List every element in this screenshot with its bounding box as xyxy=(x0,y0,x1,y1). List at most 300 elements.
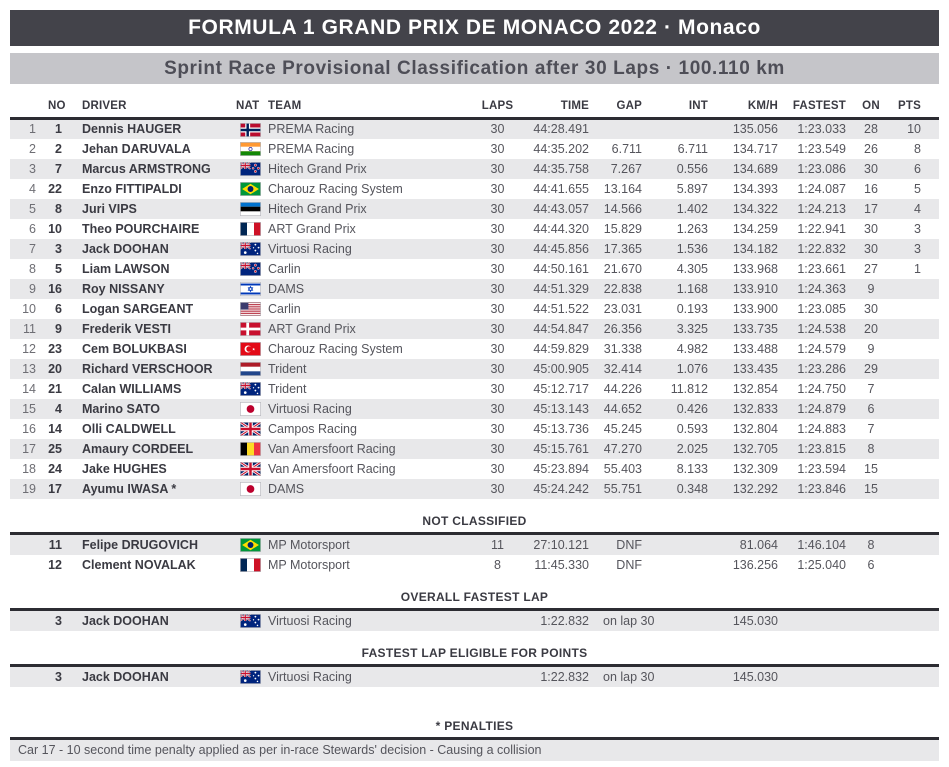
cell-on: 27 xyxy=(864,261,878,276)
cell-kmh: 132.292 xyxy=(732,481,778,496)
cell-no: 11 xyxy=(48,537,62,552)
fastest-lap-points-heading: FASTEST LAP ELIGIBLE FOR POINTS xyxy=(10,644,939,667)
cell-pts: 10 xyxy=(907,122,921,137)
cell-no: 3 xyxy=(55,613,62,628)
table-row xyxy=(10,259,939,279)
table-row xyxy=(10,555,939,575)
cell-no: 14 xyxy=(48,421,62,436)
column-header-nat: NAT xyxy=(236,96,264,119)
flag-nzl-icon xyxy=(240,262,261,276)
cell-laps: 30 xyxy=(490,161,505,176)
cell-pos xyxy=(10,535,42,555)
cell-int xyxy=(648,535,714,555)
cell-pts xyxy=(890,279,939,299)
cell-team: Hitech Grand Prix xyxy=(268,201,367,216)
flag-fra-icon xyxy=(240,558,261,572)
cell-gap: 44.652 xyxy=(603,401,642,416)
cell-on: 30 xyxy=(864,301,878,316)
cell-gap: DNF xyxy=(616,537,642,552)
flag-fra-icon xyxy=(240,222,261,236)
cell-team: Charouz Racing System xyxy=(268,341,403,356)
cell-fastest: 1:23.286 xyxy=(797,361,846,376)
cell-laps: 30 xyxy=(490,141,505,156)
cell-pts xyxy=(890,439,939,459)
cell-team: PREMA Racing xyxy=(268,141,355,156)
cell-on: 6 xyxy=(867,557,875,572)
cell-int: 1.536 xyxy=(676,241,708,256)
cell-pos: 7 xyxy=(29,241,36,256)
column-header-driver: DRIVER xyxy=(68,96,236,119)
classification-rows xyxy=(10,119,939,499)
cell-team: Carlin xyxy=(268,261,301,276)
cell-no: 4 xyxy=(55,401,62,416)
cell-laps: 30 xyxy=(490,401,505,416)
cell-laps: 30 xyxy=(490,122,505,137)
cell-fastest: 1:24.538 xyxy=(797,321,846,336)
cell-time: 45:12.717 xyxy=(533,381,589,396)
cell-pos xyxy=(10,555,42,575)
flag-jpn-icon xyxy=(240,482,261,496)
cell-driver: Jehan DARUVALA xyxy=(82,141,191,156)
cell-no: 12 xyxy=(48,557,62,572)
cell-fastest: 1:23.033 xyxy=(797,122,846,137)
cell-kmh: 133.488 xyxy=(732,341,778,356)
cell-no: 22 xyxy=(48,181,62,196)
nat-flag-cell xyxy=(236,359,264,379)
table-row xyxy=(10,611,939,631)
cell-laps: 30 xyxy=(490,221,505,236)
table-header-row xyxy=(10,96,939,119)
cell-laps: 30 xyxy=(490,321,505,336)
cell-laps: 30 xyxy=(490,181,505,196)
cell-on xyxy=(852,667,890,687)
column-header-fastest: FASTEST xyxy=(784,96,852,119)
cell-driver: Ayumu IWASA * xyxy=(82,481,177,496)
cell-int: 0.193 xyxy=(676,301,708,316)
cell-on: 7 xyxy=(867,381,875,396)
cell-no: 3 xyxy=(55,669,62,684)
nat-flag-cell xyxy=(236,667,264,687)
cell-time: 45:00.905 xyxy=(533,361,589,376)
column-header-gap: GAP xyxy=(595,96,648,119)
flag-den-icon xyxy=(240,322,261,336)
flag-usa-icon xyxy=(240,302,261,316)
cell-int xyxy=(648,555,714,575)
cell-on: 20 xyxy=(864,321,878,336)
cell-driver: Olli CALDWELL xyxy=(82,421,176,436)
cell-pos: 1 xyxy=(29,122,36,137)
cell-int: 3.325 xyxy=(676,321,708,336)
flag-bel-icon xyxy=(240,442,261,456)
flag-ind-icon xyxy=(240,142,261,156)
cell-pts xyxy=(890,399,939,419)
cell-pts: 1 xyxy=(914,261,921,276)
cell-time: 1:22.832 xyxy=(540,613,589,628)
cell-pos: 18 xyxy=(22,461,36,476)
cell-int: 5.897 xyxy=(676,181,708,196)
cell-laps: 30 xyxy=(490,361,505,376)
cell-gap: 47.270 xyxy=(603,441,642,456)
flag-ned-icon xyxy=(240,362,261,376)
cell-pos: 9 xyxy=(29,281,36,296)
cell-pos: 17 xyxy=(22,441,36,456)
table-row xyxy=(10,219,939,239)
cell-int: 6.711 xyxy=(677,141,708,156)
cell-int xyxy=(648,119,714,139)
cell-time: 44:50.161 xyxy=(533,261,589,276)
cell-team: ART Grand Prix xyxy=(268,321,356,336)
nat-flag-cell xyxy=(236,399,264,419)
overall-fastest-lap-table xyxy=(10,611,939,631)
cell-gap: 32.414 xyxy=(603,361,642,376)
nat-flag-cell xyxy=(236,299,264,319)
not-classified-rows xyxy=(10,535,939,575)
cell-int: 0.348 xyxy=(676,481,708,496)
table-row xyxy=(10,359,939,379)
cell-pts xyxy=(890,299,939,319)
cell-on: 6 xyxy=(867,401,875,416)
cell-no: 9 xyxy=(55,321,62,336)
nat-flag-cell xyxy=(236,219,264,239)
cell-on: 30 xyxy=(864,161,878,176)
cell-pos: 2 xyxy=(29,141,36,156)
table-row xyxy=(10,239,939,259)
cell-fastest: 1:24.087 xyxy=(797,181,846,196)
cell-pos: 12 xyxy=(22,341,36,356)
cell-on: 9 xyxy=(867,281,875,296)
nat-flag-cell xyxy=(236,179,264,199)
cell-no: 25 xyxy=(48,441,62,456)
cell-team: DAMS xyxy=(268,281,305,296)
cell-on xyxy=(852,611,890,631)
cell-int: 4.982 xyxy=(676,341,708,356)
cell-on: 7 xyxy=(867,421,875,436)
cell-pts: 5 xyxy=(914,181,921,196)
penalty-note: Car 17 - 10 second time penalty applied as per in-race Stewards' decision - Causing a collision xyxy=(10,740,939,761)
cell-laps xyxy=(475,611,520,631)
cell-driver: Amaury CORDEEL xyxy=(82,441,194,456)
cell-fastest: 1:23.594 xyxy=(797,461,846,476)
cell-driver: Jack DOOHAN xyxy=(82,669,169,684)
cell-on: 28 xyxy=(864,122,878,137)
cell-int: 1.402 xyxy=(676,201,708,216)
column-header-pos xyxy=(10,96,42,119)
cell-laps: 30 xyxy=(490,481,505,496)
cell-driver: Juri VIPS xyxy=(82,201,137,216)
cell-time: 45:13.736 xyxy=(533,421,589,436)
cell-fastest: 1:23.085 xyxy=(797,301,846,316)
flag-gbr-icon xyxy=(240,462,261,476)
cell-int: 4.305 xyxy=(676,261,708,276)
cell-driver: Marino SATO xyxy=(82,401,161,416)
column-header-on: ON xyxy=(852,96,890,119)
flag-gbr-icon xyxy=(240,422,261,436)
cell-driver: Logan SARGEANT xyxy=(82,301,194,316)
cell-team: ART Grand Prix xyxy=(268,221,356,236)
cell-time: 44:51.329 xyxy=(533,281,589,296)
flag-isr-icon xyxy=(240,282,261,296)
column-header-int: INT xyxy=(648,96,714,119)
cell-laps: 30 xyxy=(490,381,505,396)
cell-on: 16 xyxy=(864,181,878,196)
classification-table xyxy=(10,96,939,499)
cell-fastest: 1:24.213 xyxy=(797,201,846,216)
cell-gap: 55.403 xyxy=(603,461,642,476)
overall-fastest-lap-heading: OVERALL FASTEST LAP xyxy=(10,588,939,611)
cell-on: 30 xyxy=(864,221,878,236)
cell-kmh: 145.030 xyxy=(732,669,778,684)
flag-jpn-icon xyxy=(240,402,261,416)
cell-kmh: 136.256 xyxy=(732,557,778,572)
cell-int: 2.025 xyxy=(676,441,708,456)
cell-kmh: 145.030 xyxy=(732,613,778,628)
cell-kmh: 134.322 xyxy=(732,201,778,216)
cell-kmh: 132.705 xyxy=(732,441,778,456)
cell-driver: Frederik VESTI xyxy=(82,321,171,336)
cell-pts xyxy=(890,667,939,687)
cell-pts xyxy=(890,359,939,379)
nat-flag-cell xyxy=(236,139,264,159)
cell-time: 45:15.761 xyxy=(533,441,589,456)
table-row xyxy=(10,479,939,499)
cell-time: 44:45.856 xyxy=(533,241,589,256)
cell-driver: Enzo FITTIPALDI xyxy=(82,181,182,196)
not-classified-heading: NOT CLASSIFIED xyxy=(10,512,939,535)
cell-gap: DNF xyxy=(616,557,642,572)
cell-team: Van Amersfoort Racing xyxy=(268,461,396,476)
cell-no: 20 xyxy=(48,361,62,376)
cell-driver: Felipe DRUGOVICH xyxy=(82,537,198,552)
cell-team: Charouz Racing System xyxy=(268,181,403,196)
nat-flag-cell xyxy=(236,535,264,555)
table-row xyxy=(10,399,939,419)
cell-kmh: 135.056 xyxy=(732,122,778,137)
cell-int: 1.168 xyxy=(676,281,708,296)
cell-pts xyxy=(890,479,939,499)
cell-on: 8 xyxy=(867,537,875,552)
cell-int: 8.133 xyxy=(676,461,708,476)
cell-time: 1:22.832 xyxy=(540,669,589,684)
cell-fastest: 1:23.661 xyxy=(797,261,846,276)
cell-fastest: 1:23.846 xyxy=(797,481,846,496)
nat-flag-cell xyxy=(236,379,264,399)
table-row xyxy=(10,159,939,179)
cell-pos: 5 xyxy=(29,201,36,216)
cell-laps: 30 xyxy=(490,301,505,316)
event-title: FORMULA 1 GRAND PRIX DE MONACO 2022 · Monaco xyxy=(10,10,939,46)
cell-laps: 11 xyxy=(491,537,504,552)
cell-pos: 16 xyxy=(22,421,36,436)
cell-int: 0.593 xyxy=(676,421,708,436)
cell-kmh: 132.854 xyxy=(732,381,778,396)
cell-no: 8 xyxy=(55,201,62,216)
cell-no: 5 xyxy=(55,261,62,276)
column-header-no: NO xyxy=(42,96,68,119)
table-row xyxy=(10,279,939,299)
cell-int: 0.426 xyxy=(676,401,708,416)
cell-no: 1 xyxy=(55,122,62,137)
table-row xyxy=(10,179,939,199)
column-header-team: TEAM xyxy=(264,96,475,119)
cell-pts xyxy=(890,611,939,631)
fastest-lap-points-rows xyxy=(10,667,939,687)
cell-pts: 3 xyxy=(914,221,921,236)
cell-driver: Jack DOOHAN xyxy=(82,241,169,256)
nat-flag-cell xyxy=(236,479,264,499)
cell-kmh: 81.064 xyxy=(739,537,778,552)
cell-laps: 30 xyxy=(490,241,505,256)
cell-on: 26 xyxy=(864,141,878,156)
cell-int: 1.263 xyxy=(676,221,708,236)
table-row xyxy=(10,459,939,479)
cell-fastest: 1:23.549 xyxy=(797,141,846,156)
cell-pos: 8 xyxy=(29,261,36,276)
cell-laps: 30 xyxy=(490,461,505,476)
cell-no: 24 xyxy=(48,461,62,476)
fastest-lap-points-table xyxy=(10,667,939,687)
flag-bra-icon xyxy=(240,182,261,196)
cell-time: 44:59.829 xyxy=(533,341,589,356)
cell-pts: 3 xyxy=(914,241,921,256)
flag-nzl-icon xyxy=(240,162,261,176)
cell-pts xyxy=(890,535,939,555)
cell-team: Trident xyxy=(268,381,307,396)
cell-time: 44:35.202 xyxy=(533,141,589,156)
cell-fastest: 1:46.104 xyxy=(797,537,846,552)
cell-gap: 22.838 xyxy=(603,281,642,296)
cell-pos: 3 xyxy=(29,161,36,176)
cell-kmh: 133.735 xyxy=(732,321,778,336)
cell-team: PREMA Racing xyxy=(268,122,355,137)
cell-int: 1.076 xyxy=(676,361,708,376)
column-header-time: TIME xyxy=(520,96,595,119)
nat-flag-cell xyxy=(236,459,264,479)
cell-time: 44:35.758 xyxy=(533,161,589,176)
cell-on: 8 xyxy=(867,441,875,456)
flag-est-icon xyxy=(240,202,261,216)
cell-fastest: 1:22.941 xyxy=(797,221,846,236)
cell-pts xyxy=(890,555,939,575)
cell-gap: 15.829 xyxy=(603,221,642,236)
flag-aus-icon xyxy=(240,382,261,396)
nat-flag-cell xyxy=(236,339,264,359)
cell-driver: Dennis HAUGER xyxy=(82,122,182,137)
cell-team: Campos Racing xyxy=(268,421,357,436)
cell-on: 9 xyxy=(867,341,875,356)
cell-pos: 11 xyxy=(23,321,36,336)
table-row xyxy=(10,535,939,555)
cell-gap: 31.338 xyxy=(603,341,642,356)
cell-kmh: 132.309 xyxy=(732,461,778,476)
table-row xyxy=(10,319,939,339)
cell-pts xyxy=(890,419,939,439)
column-header-kmh: KM/H xyxy=(714,96,784,119)
cell-fastest: 1:24.879 xyxy=(797,401,846,416)
cell-gap: 44.226 xyxy=(603,381,642,396)
cell-kmh: 134.259 xyxy=(732,221,778,236)
cell-team: Virtuosi Racing xyxy=(268,613,352,628)
cell-kmh: 133.435 xyxy=(732,361,778,376)
cell-no: 2 xyxy=(55,141,62,156)
cell-fastest: 1:24.883 xyxy=(797,421,846,436)
table-row xyxy=(10,439,939,459)
cell-time: 44:44.320 xyxy=(533,221,589,236)
cell-gap: 45.245 xyxy=(603,421,642,436)
cell-kmh: 134.182 xyxy=(732,241,778,256)
nat-flag-cell xyxy=(236,159,264,179)
cell-driver: Jack DOOHAN xyxy=(82,613,169,628)
session-subtitle: Sprint Race Provisional Classification after 30 Laps · 100.110 km xyxy=(10,53,939,84)
cell-laps: 30 xyxy=(490,441,505,456)
overall-fastest-lap-rows xyxy=(10,611,939,631)
cell-driver: Richard VERSCHOOR xyxy=(82,361,213,376)
cell-fastest: 1:23.086 xyxy=(797,161,846,176)
cell-laps: 30 xyxy=(490,281,505,296)
cell-time: 45:23.894 xyxy=(533,461,589,476)
nat-flag-cell xyxy=(236,239,264,259)
cell-fastest xyxy=(784,667,852,687)
cell-team: Carlin xyxy=(268,301,301,316)
cell-on: 15 xyxy=(864,481,878,496)
cell-gap: 55.751 xyxy=(603,481,642,496)
cell-gap: 17.365 xyxy=(603,241,642,256)
table-row xyxy=(10,139,939,159)
cell-pts: 4 xyxy=(914,201,921,216)
table-row xyxy=(10,419,939,439)
cell-gap: 6.711 xyxy=(611,141,642,156)
cell-pts: 8 xyxy=(914,141,921,156)
cell-on: 15 xyxy=(864,461,878,476)
table-row xyxy=(10,379,939,399)
flag-tur-icon xyxy=(240,342,261,356)
cell-team: Virtuosi Racing xyxy=(268,241,352,256)
cell-kmh: 133.968 xyxy=(732,261,778,276)
cell-time: 11:45.330 xyxy=(534,557,589,572)
cell-pos: 19 xyxy=(22,481,36,496)
cell-team: Hitech Grand Prix xyxy=(268,161,367,176)
fastest-lap-on-lap: on lap 30 xyxy=(603,613,655,628)
cell-kmh: 134.689 xyxy=(732,161,778,176)
cell-team: Van Amersfoort Racing xyxy=(268,441,396,456)
cell-time: 44:54.847 xyxy=(533,321,589,336)
cell-driver: Cem BOLUKBASI xyxy=(82,341,187,356)
nat-flag-cell xyxy=(236,119,264,139)
cell-team: Virtuosi Racing xyxy=(268,669,352,684)
cell-int: 0.556 xyxy=(676,161,708,176)
cell-pts xyxy=(890,339,939,359)
cell-time: 45:13.143 xyxy=(533,401,589,416)
cell-laps: 30 xyxy=(490,201,505,216)
cell-fastest: 1:24.750 xyxy=(797,381,846,396)
nat-flag-cell xyxy=(236,419,264,439)
cell-fastest: 1:24.363 xyxy=(797,281,846,296)
cell-on: 17 xyxy=(864,201,878,216)
penalties-heading: * PENALTIES xyxy=(10,717,939,740)
table-row xyxy=(10,119,939,139)
cell-pos: 6 xyxy=(29,221,36,236)
cell-gap: 23.031 xyxy=(603,301,642,316)
nat-flag-cell xyxy=(236,279,264,299)
not-classified-table xyxy=(10,535,939,575)
cell-no: 3 xyxy=(55,241,62,256)
table-row xyxy=(10,299,939,319)
cell-pts xyxy=(890,319,939,339)
flag-aus-icon xyxy=(240,614,261,628)
cell-pts: 6 xyxy=(914,161,921,176)
cell-gap: 14.566 xyxy=(603,201,642,216)
cell-fastest: 1:23.815 xyxy=(797,441,846,456)
cell-no: 23 xyxy=(48,341,62,356)
